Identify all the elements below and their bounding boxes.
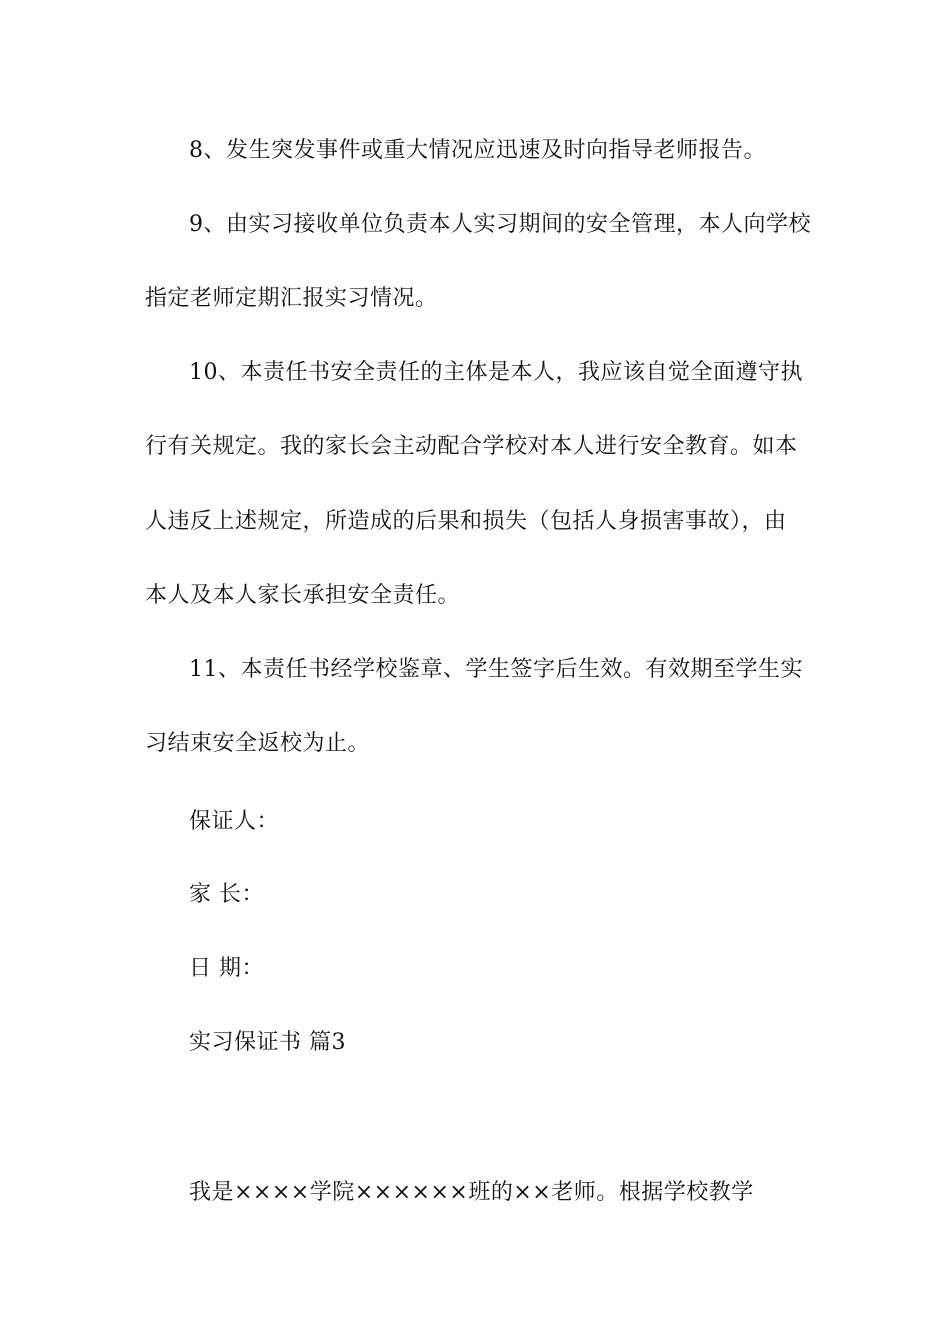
date-label: 日 期： (189, 956, 264, 981)
paragraph-line: 行有关规定。我的家长会主动配合学校对本人进行安全教育。如本 (145, 434, 798, 459)
paragraph-line: 8、发生突发事件或重大情况应迅速及时向指导老师报告。 (189, 138, 766, 163)
paragraph-line: 习结束安全返校为止。 (145, 731, 371, 756)
paragraph-line: 10、本责任书安全责任的主体是本人，我应该自觉全面遵守执 (189, 360, 803, 385)
guarantor-label: 保证人： (189, 809, 280, 834)
paragraph-line: 本人及本人家长承担安全责任。 (145, 583, 461, 608)
paragraph-line: 9、由实习接收单位负责本人实习期间的安全管理，本人向学校 (189, 212, 811, 237)
paragraph-line: 指定老师定期汇报实习情况。 (145, 286, 438, 311)
paragraph-line: 人违反上述规定，所造成的后果和损失（包括人身损害事故），由 (145, 509, 787, 534)
parent-label: 家 长： (189, 882, 264, 907)
paragraph-line: 我是××××学院××××××班的××老师。根据学校教学 (189, 1180, 754, 1205)
paragraph-line: 11、本责任书经学校鉴章、学生签字后生效。有效期至学生实 (189, 657, 803, 682)
section-title: 实习保证书 篇3 (189, 1030, 346, 1055)
